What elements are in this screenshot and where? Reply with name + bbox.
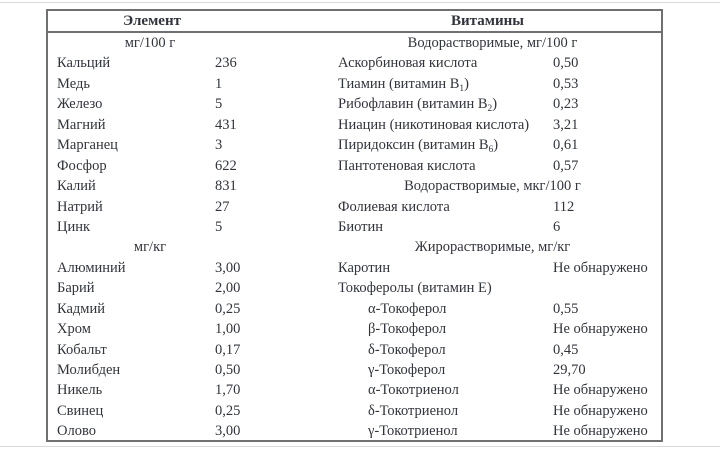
element-value: 3,00 bbox=[215, 259, 241, 276]
table-row bbox=[48, 319, 661, 339]
vitamin-value: 0,55 bbox=[553, 300, 579, 317]
vitamin-name: α-Токоферол bbox=[368, 300, 447, 317]
element-value: 1,00 bbox=[215, 321, 241, 338]
element-name: Калий bbox=[57, 178, 96, 195]
table-row bbox=[48, 53, 661, 73]
vitamin-name: Пантотеновая кислота bbox=[338, 157, 476, 174]
table-row bbox=[48, 33, 661, 53]
table-row bbox=[48, 135, 661, 155]
vitamin-name: Биотин bbox=[338, 218, 384, 235]
element-name: Свинец bbox=[57, 402, 104, 419]
vitamin-name: Тиамин (витамин $В_1$) bbox=[338, 75, 469, 94]
element-value: 5 bbox=[215, 218, 223, 235]
element-name: Магний bbox=[57, 116, 106, 133]
element-name: Фосфор bbox=[57, 157, 107, 174]
element-value: 1 bbox=[215, 75, 223, 92]
table-row bbox=[48, 237, 661, 257]
vitamin-name: Ниацин (никотиновая кислота) bbox=[338, 116, 530, 133]
element-value: 0,17 bbox=[215, 341, 241, 358]
composition-table bbox=[46, 9, 663, 442]
vitamin-name: δ-Токотриенол bbox=[368, 402, 459, 419]
table-row bbox=[48, 74, 661, 94]
element-name: Барий bbox=[57, 280, 95, 297]
vitamin-value: 0,53 bbox=[553, 75, 579, 92]
vitamin-value: 0,50 bbox=[553, 55, 579, 72]
vitamin-value: Не обнаружено bbox=[553, 259, 648, 276]
vitamin-name: γ-Токоферол bbox=[368, 362, 446, 378]
element-name: Алюминий bbox=[57, 259, 126, 276]
table-row bbox=[48, 299, 661, 319]
element-name: Молибден bbox=[57, 362, 121, 378]
vitamin-value: Не обнаружено bbox=[553, 382, 648, 399]
element-name: Кадмий bbox=[57, 300, 105, 317]
element-value: 2,00 bbox=[215, 280, 241, 297]
table-row bbox=[48, 197, 661, 217]
vitamin-value: 0,57 bbox=[553, 157, 579, 174]
vitamin-value: 0,45 bbox=[553, 341, 579, 358]
element-name: Кальций bbox=[57, 55, 111, 72]
element-value: 3 bbox=[215, 137, 223, 154]
element-value: 431 bbox=[215, 116, 237, 133]
vitamin-name: Пиридоксин (витамин $В_6$) bbox=[338, 137, 499, 155]
vitamin-value: 6 bbox=[553, 218, 561, 235]
element-name: Никель bbox=[57, 382, 103, 399]
vitamin-name: Каротин bbox=[338, 259, 391, 276]
vitamin-name: Фолиевая кислота bbox=[338, 198, 450, 215]
vitamin-name: δ-Токоферол bbox=[368, 341, 446, 358]
column-header-vitamins: Витамины bbox=[451, 12, 524, 29]
vitamin-value: 112 bbox=[553, 198, 575, 215]
table-row bbox=[48, 380, 661, 400]
vitamin-group-subheader: Водорастворимые, мкг/100 г bbox=[404, 178, 581, 195]
element-name: Кобальт bbox=[57, 341, 107, 358]
vitamin-value: 3,21 bbox=[553, 116, 579, 133]
column-header-element: Элемент bbox=[123, 12, 181, 29]
vitamin-name: Рибофлавин (витамин $В_2$) bbox=[338, 96, 498, 114]
element-name: Цинк bbox=[57, 218, 91, 235]
vitamin-name: Аскорбиновая кислота bbox=[338, 55, 478, 72]
table-row bbox=[48, 176, 661, 196]
table-body bbox=[48, 33, 661, 442]
vitamin-name: Токоферолы (витамин Е) bbox=[338, 280, 492, 297]
table-row bbox=[48, 94, 661, 114]
element-unit-subheader: мг/100 г bbox=[124, 35, 176, 51]
vitamin-value: Не обнаружено bbox=[553, 423, 648, 440]
element-name: Натрий bbox=[57, 198, 103, 215]
vitamin-name: γ-Токотриенол bbox=[368, 423, 458, 440]
table-row bbox=[48, 401, 661, 421]
element-value: 3,00 bbox=[215, 423, 241, 440]
element-value: 0,25 bbox=[215, 402, 241, 419]
vitamin-name: β-Токоферол bbox=[368, 321, 447, 338]
table-row bbox=[48, 360, 661, 380]
element-value: 1,70 bbox=[215, 382, 241, 399]
element-value: 236 bbox=[215, 55, 237, 72]
vitamin-value: Не обнаружено bbox=[553, 321, 648, 338]
table-header-row bbox=[48, 11, 661, 33]
vitamin-value: 29,70 bbox=[553, 362, 586, 378]
vitamin-value: 0,61 bbox=[553, 137, 579, 154]
element-name: Хром bbox=[57, 321, 91, 338]
element-name: Олово bbox=[57, 423, 96, 440]
table-row bbox=[48, 217, 661, 237]
table-row bbox=[48, 340, 661, 360]
table-row bbox=[48, 115, 661, 135]
vitamin-value: 0,23 bbox=[553, 96, 579, 113]
vitamin-group-subheader: Водорастворимые, мг/100 г bbox=[407, 35, 578, 51]
element-name: Медь bbox=[57, 75, 90, 92]
element-name: Марганец bbox=[57, 137, 118, 154]
table-row bbox=[48, 156, 661, 176]
element-unit-subheader: мг/кг bbox=[133, 239, 167, 256]
vitamin-value: Не обнаружено bbox=[553, 402, 648, 419]
element-value: 0,50 bbox=[215, 362, 241, 378]
table-row bbox=[48, 421, 661, 441]
table-row bbox=[48, 258, 661, 278]
page-top-edge-line bbox=[0, 2, 720, 3]
element-value: 831 bbox=[215, 178, 237, 195]
element-name: Железо bbox=[57, 96, 103, 113]
page-bottom-edge-line bbox=[0, 446, 720, 447]
vitamin-group-subheader: Жирорастворимые, мг/кг bbox=[414, 239, 571, 256]
element-value: 0,25 bbox=[215, 300, 241, 317]
element-value: 27 bbox=[215, 198, 230, 215]
element-value: 5 bbox=[215, 96, 223, 113]
element-value: 622 bbox=[215, 157, 237, 174]
vitamin-name: α-Токотриенол bbox=[368, 382, 459, 399]
table-row bbox=[48, 278, 661, 298]
